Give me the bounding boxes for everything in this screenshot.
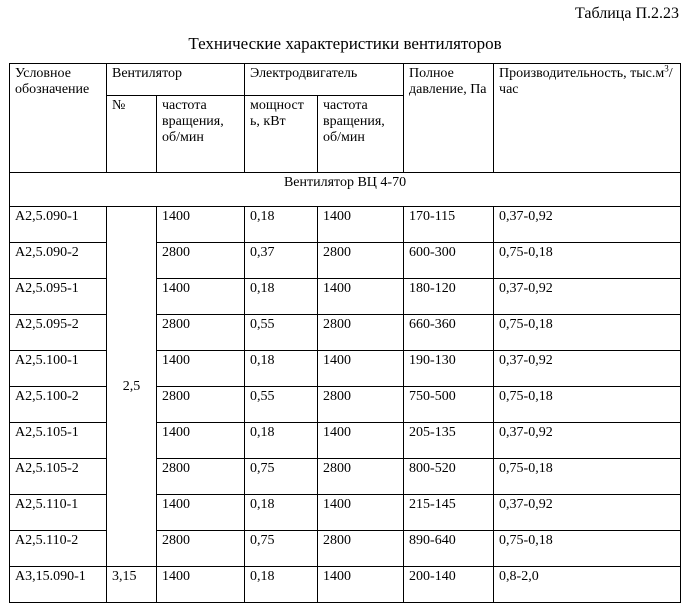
cell-pressure: 660-360 [404,315,494,351]
cell-power: 0,18 [245,207,318,243]
table-row [10,567,681,603]
cell-pressure: 200-140 [404,567,494,603]
cell-designation: А2,5.095-1 [10,279,107,315]
cell-fan-speed: 2800 [157,531,245,567]
cell-capacity: 0,37-0,92 [494,279,681,315]
cell-capacity: 0,8-2,0 [494,567,681,603]
header-capacity [494,64,681,173]
cell-motor-speed: 2800 [318,243,404,279]
cell-designation: А2,5.105-2 [10,459,107,495]
cell-capacity: 0,75-0,18 [494,315,681,351]
cell-motor-speed: 2800 [318,315,404,351]
cell-designation: А2,5.100-2 [10,387,107,423]
cell-power: 0,18 [245,567,318,603]
cell-pressure: 180-120 [404,279,494,315]
cell-capacity: 0,75-0,18 [494,459,681,495]
cell-pressure: 600-300 [404,243,494,279]
cell-motor-speed: 2800 [318,459,404,495]
cell-power: 0,18 [245,279,318,315]
cell-motor-speed: 1400 [318,207,404,243]
cell-fan-speed: 1400 [157,495,245,531]
cell-fan-speed: 1400 [157,567,245,603]
cell-motor-speed: 1400 [318,279,404,315]
cell-fan-number: 3,15 [107,567,157,603]
cell-fan-number: 2,5 [107,207,157,567]
cell-power: 0,75 [245,531,318,567]
cell-motor-speed: 1400 [318,423,404,459]
header-designation: Условное обозначение [10,64,107,173]
cell-motor-speed: 1400 [318,495,404,531]
cell-designation: А2,5.095-2 [10,315,107,351]
header-row-1 [10,64,681,96]
cell-motor-speed: 2800 [318,387,404,423]
capacity-suffix: /час [499,66,673,97]
cell-capacity: 0,37-0,92 [494,495,681,531]
cell-motor-speed: 2800 [318,531,404,567]
cell-fan-speed: 1400 [157,423,245,459]
header-motor-power: мощност ь, кВт [245,96,318,173]
cell-pressure: 170-115 [404,207,494,243]
header-motor: Электродвигатель [245,64,404,96]
section-title: Вентилятор ВЦ 4-70 [10,173,681,207]
cell-pressure: 205-135 [404,423,494,459]
table-row [10,207,681,243]
cell-pressure: 750-500 [404,387,494,423]
cell-fan-speed: 1400 [157,279,245,315]
cell-pressure: 190-130 [404,351,494,387]
cell-fan-speed: 2800 [157,315,245,351]
cell-designation: А2,5.100-1 [10,351,107,387]
section-row [10,173,681,207]
table-title: Технические характеристики вентиляторов [188,34,502,53]
cell-capacity: 0,75-0,18 [494,531,681,567]
capacity-prefix: Производительность, тыс.м [499,66,665,81]
cell-fan-speed: 2800 [157,243,245,279]
cell-pressure: 215-145 [404,495,494,531]
cell-power: 0,55 [245,315,318,351]
cell-fan-speed: 1400 [157,207,245,243]
cell-designation: А2,5.090-1 [10,207,107,243]
header-fan: Вентилятор [107,64,245,96]
cell-fan-speed: 1400 [157,351,245,387]
cell-capacity: 0,75-0,18 [494,243,681,279]
cell-motor-speed: 1400 [318,567,404,603]
cell-power: 0,37 [245,243,318,279]
cell-power: 0,55 [245,387,318,423]
cell-fan-speed: 2800 [157,387,245,423]
cell-designation: А3,15.090-1 [10,567,107,603]
cell-power: 0,18 [245,495,318,531]
cell-designation: А2,5.090-2 [10,243,107,279]
cell-capacity: 0,37-0,92 [494,423,681,459]
header-pressure: Полное давление, Па [404,64,494,173]
cell-capacity: 0,37-0,92 [494,207,681,243]
cell-motor-speed: 1400 [318,351,404,387]
cell-power: 0,75 [245,459,318,495]
header-fan-speed: частота вращения, об/мин [157,96,245,173]
header-fan-number: № [107,96,157,173]
header-motor-speed: частота вращения, об/мин [318,96,404,173]
cell-pressure: 890-640 [404,531,494,567]
cell-capacity: 0,75-0,18 [494,387,681,423]
cell-pressure: 800-520 [404,459,494,495]
table-number: Таблица П.2.23 [575,5,679,22]
cell-power: 0,18 [245,351,318,387]
cell-designation: А2,5.105-1 [10,423,107,459]
capacity-superscript: 3 [664,63,669,74]
cell-power: 0,18 [245,423,318,459]
cell-capacity: 0,37-0,92 [494,351,681,387]
cell-fan-speed: 2800 [157,459,245,495]
cell-designation: А2,5.110-1 [10,495,107,531]
cell-designation: А2,5.110-2 [10,531,107,567]
fan-specs-table [9,63,681,603]
